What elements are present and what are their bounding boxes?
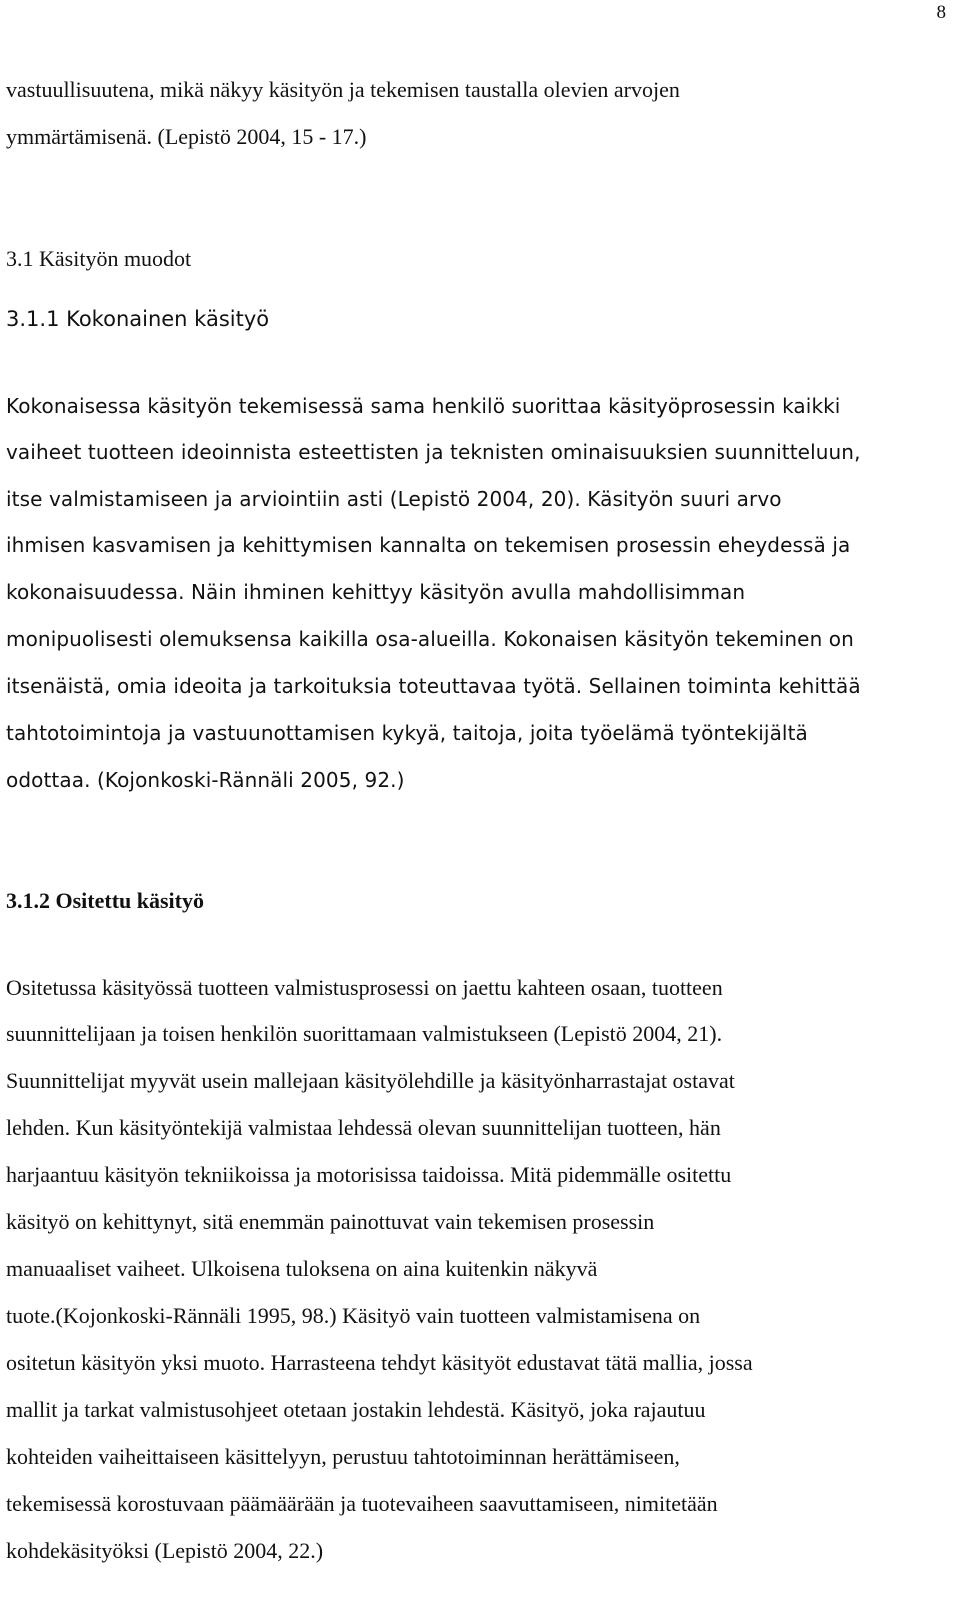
paragraph-line: vaiheet tuotteen ideoinnista esteettisten ja teknisten ominaisuuksien suunnitteluun, <box>6 440 861 464</box>
paragraph-line: suunnittelijaan ja toisen henkilön suorittamaan valmistukseen (Lepistö 2004, 21). <box>6 1021 723 1046</box>
paragraph-line: tekemisessä korostuvaan päämäärään ja tuotevaiheen saavuttamiseen, nimitetään <box>6 1491 718 1516</box>
paragraph-line: Suunnittelijat myyvät usein mallejaan käsityölehdille ja käsityönharrastajat ostavat <box>6 1068 735 1093</box>
paragraph-line: ositetun käsityön yksi muoto. Harrasteena tehdyt käsityöt edustavat tätä mallia, jossa <box>6 1350 753 1375</box>
paragraph-line: kohteiden vaiheittaiseen käsittelyyn, perustuu tahtotoiminnan herättämiseen, <box>6 1444 680 1469</box>
paragraph-line: Ositetussa käsityössä tuotteen valmistusprosessi on jaettu kahteen osaan, tuotteen <box>6 975 723 1000</box>
paragraph-line: tuote.(Kojonkoski-Rännäli 1995, 98.) Käsityö vain tuotteen valmistamisena on <box>6 1303 701 1328</box>
page-number: 8 <box>936 2 946 23</box>
paragraph-line: kohdekäsityöksi (Lepistö 2004, 22.) <box>6 1538 324 1563</box>
paragraph-line: ihmisen kasvamisen ja kehittymisen kannalta on tekemisen prosessin eheydessä ja <box>6 533 851 557</box>
paragraph-line: odottaa. (Kojonkoski-Rännäli 2005, 92.) <box>6 768 405 792</box>
section-heading-3-1: 3.1 Käsityön muodot <box>6 246 192 271</box>
section-heading-3-1-2: 3.1.2 Ositettu käsityö <box>6 888 204 913</box>
paragraph-line: kokonaisuudessa. Näin ihminen kehittyy käsityön avulla mahdollisimman <box>6 580 746 604</box>
paragraph-line: monipuolisesti olemuksensa kaikilla osa-alueilla. Kokonaisen käsityön tekeminen on <box>6 627 854 651</box>
paragraph-line: harjaantuu käsityön tekniikoissa ja motorisissa taidoissa. Mitä pidemmälle ositettu <box>6 1162 732 1187</box>
paragraph-line: itse valmistamiseen ja arviointiin asti (Lepistö 2004, 20). Käsityön suuri arvo <box>6 487 782 511</box>
paragraph-line: tahtotoimintoja ja vastuunottamisen kykyä, taitoja, joita työelämä työntekijältä <box>6 721 808 745</box>
intro-line: ymmärtämisenä. (Lepistö 2004, 15 - 17.) <box>6 124 367 149</box>
paragraph-line: lehden. Kun käsityöntekijä valmistaa lehdessä olevan suunnittelijan tuotteen, hän <box>6 1115 721 1140</box>
paragraph-line: käsityö on kehittynyt, sitä enemmän painottuvat vain tekemisen prosessin <box>6 1209 655 1234</box>
paragraph-line: manuaaliset vaiheet. Ulkoisena tuloksena on aina kuitenkin näkyvä <box>6 1256 598 1281</box>
section-heading-3-1-1: 3.1.1 Kokonainen käsityö <box>6 307 270 331</box>
paragraph-line: mallit ja tarkat valmistusohjeet otetaan jostakin lehdestä. Käsityö, joka rajautuu <box>6 1397 706 1422</box>
paragraph-line: Kokonaisessa käsityön tekemisessä sama henkilö suorittaa käsityöprosessin kaikki <box>6 394 841 418</box>
paragraph-line: itsenäistä, omia ideoita ja tarkoituksia toteuttavaa työtä. Sellainen toiminta kehittää <box>6 674 861 698</box>
intro-line: vastuullisuutena, mikä näkyy käsityön ja tekemisen taustalla olevien arvojen <box>6 77 680 102</box>
